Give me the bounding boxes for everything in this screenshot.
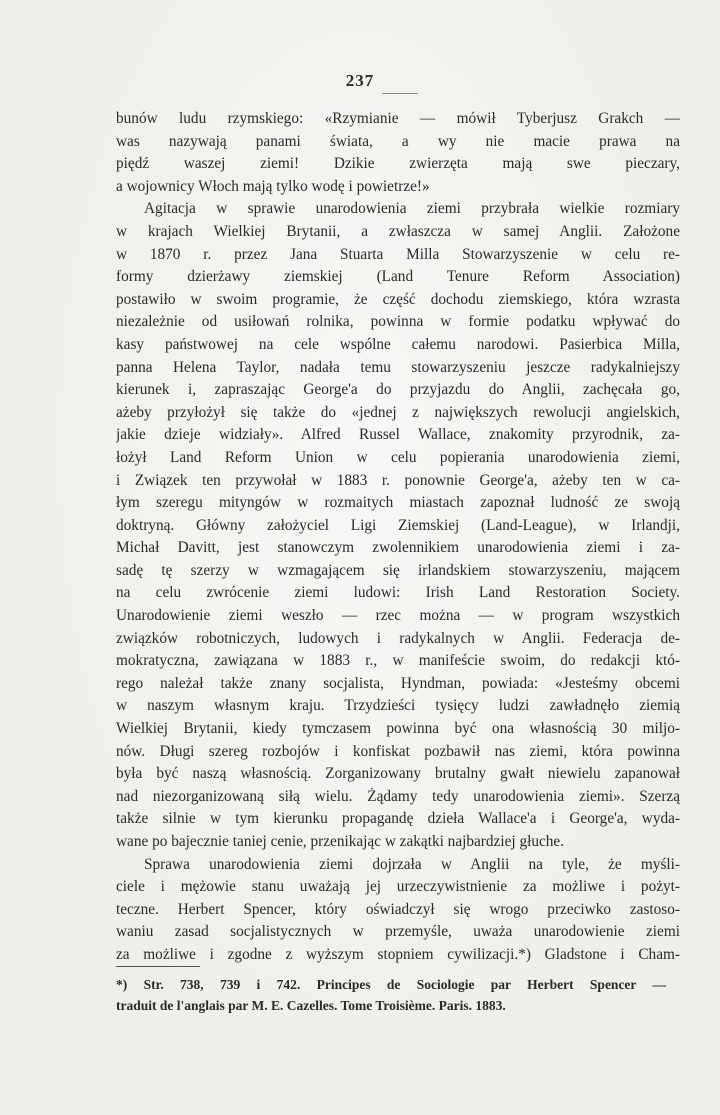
text-line: łym szeregu mityngów w rozmaitych miastach zapoznał ludność ze swoją (116, 494, 680, 512)
page-number-rule (382, 93, 418, 94)
footnote-rule (116, 966, 200, 967)
text-line: a wojownicy Włoch mają tylko wodę i powietrze!» (116, 177, 430, 195)
text-line: była być naszą własnością. Zorganizowany brutalny gwałt niewielu zapanował (116, 765, 680, 783)
text-line: ażeby przyłożył się także do «jednej z największych rewolucji angielskich, (116, 403, 680, 421)
text-line: doktryną. Główny założyciel Ligi Ziemskiej (Land-League), w Irlandji, (116, 516, 680, 534)
text-line: mokratyczna, zawiązana w 1883 r., w manifeście swoim, do redakcji któ- (116, 652, 680, 670)
page-number: 237 (345, 71, 375, 90)
text-line: was nazywają panami świata, a wy nie macie prawa na (116, 132, 680, 150)
text-line: także silnie w tym kierunku propagandę dzieła Wallace'a i George'a, wyda- (116, 810, 680, 828)
text-line: na celu zwrócenie ziemi ludowi: Irish Land Restoration Society. (116, 584, 680, 602)
text-line: teczne. Herbert Spencer, który oświadczył się wrogo przeciwko zastoso- (116, 900, 680, 918)
text-line: nad niezorganizowaną siłą wielu. Żądamy tedy unarodowienia ziemi». Szerzą (116, 787, 680, 805)
text-line: postawiło w swoim programie, że część dochodu ziemskiego, która wzrasta (116, 290, 680, 308)
footnote-line: traduit de l'anglais par M. E. Cazelles. Tome Troisième. Paris. 1883. (116, 998, 506, 1013)
text-line: Sprawa unarodowienia ziemi dojrzała w Anglii na tyle, że myśli- (144, 855, 680, 873)
text-line: ciele i mężowie stanu uważają jej urzeczywistnienie za możliwe i pożyt- (116, 878, 680, 896)
text-line: bunów ludu rzymskiego: «Rzymianie — mówił Tyberjusz Grakch — (116, 110, 680, 127)
text-line: i Związek ten przywołał w 1883 r. ponownie George'a, ażeby ten w ca- (116, 471, 680, 489)
text-line: Agitacja w sprawie unarodowienia ziemi przybrała wielkie rozmiary (144, 200, 680, 218)
text-line: formy dzierżawy ziemskiej (Land Tenure Reform Association) (116, 268, 680, 286)
text-line: za możliwe i zgodne z wyższym stopniem cywilizacji.*) Gladstone i Cham- (116, 945, 680, 963)
text-line: w krajach Wielkiej Brytanii, a zwłaszcza w samej Anglii. Założone (116, 222, 680, 240)
text-line: panna Helena Taylor, nadała temu stowarzyszeniu jeszcze radykalniejszy (116, 358, 680, 376)
text-line: jakie dzieje widziały». Alfred Russel Wallace, znakomity przyrodnik, za- (116, 426, 680, 444)
text-line: waniu zasad socjalistycznych w przemyśle, uważa unarodowienie ziemi (116, 923, 680, 941)
footnote (116, 974, 666, 1016)
text-line: Unarodowienie ziemi weszło — rzec można — w program wszystkich (116, 607, 680, 625)
text-line: Michał Davitt, jest stanowczym zwolennikiem unarodowienia ziemi i za- (116, 539, 680, 557)
text-line: łożył Land Reform Union w celu popierania unarodowienia ziemi, (116, 448, 680, 466)
text-line: niezależnie od usiłowań rolnika, powinna w formie podatku wpływać do (116, 313, 680, 331)
footnote-line: *) Str. 738, 739 i 742. Principes de Sociologie par Herbert Spencer — (116, 977, 666, 992)
text-line: Wielkiej Brytanii, kiedy tymczasem powinna być ona własnością 30 miljo- (116, 720, 680, 738)
text-line: w 1870 r. przez Jana Stuarta Milla Stowarzyszenie w celu re- (116, 245, 680, 263)
text-line: w naszym własnym kraju. Trzydzieści tysięcy ludzi zawładnęło ziemią (116, 697, 680, 715)
text-line: kierunek i, zapraszając George'a do przyjazdu do Anglii, zachęcała go, (116, 381, 680, 399)
text-line: kasy państwowej na cele wspólne całemu narodowi. Pasierbica Milla, (116, 335, 680, 353)
text-line: związków robotniczych, ludowych i radykalnych w Anglii. Federacja de- (116, 629, 680, 647)
text-line: wane po bajecznie taniej cenie, przenikając w zakątki najbardziej głuche. (116, 833, 565, 850)
body-text (116, 108, 680, 967)
text-line: rego należał także znany socjalista, Hyndman, powiada: «Jesteśmy obcemi (116, 674, 680, 692)
text-line: nów. Długi szereg rozbojów i konfiskat pozbawił nas ziemi, która powinna (116, 742, 680, 760)
text-line: sadę tę szerzy w wzmagającem się irlandskiem stowarzyszeniu, mającem (116, 561, 680, 579)
text-line: piędź waszej ziemi! Dzikie zwierzęta mają swe pieczary, (116, 155, 680, 173)
